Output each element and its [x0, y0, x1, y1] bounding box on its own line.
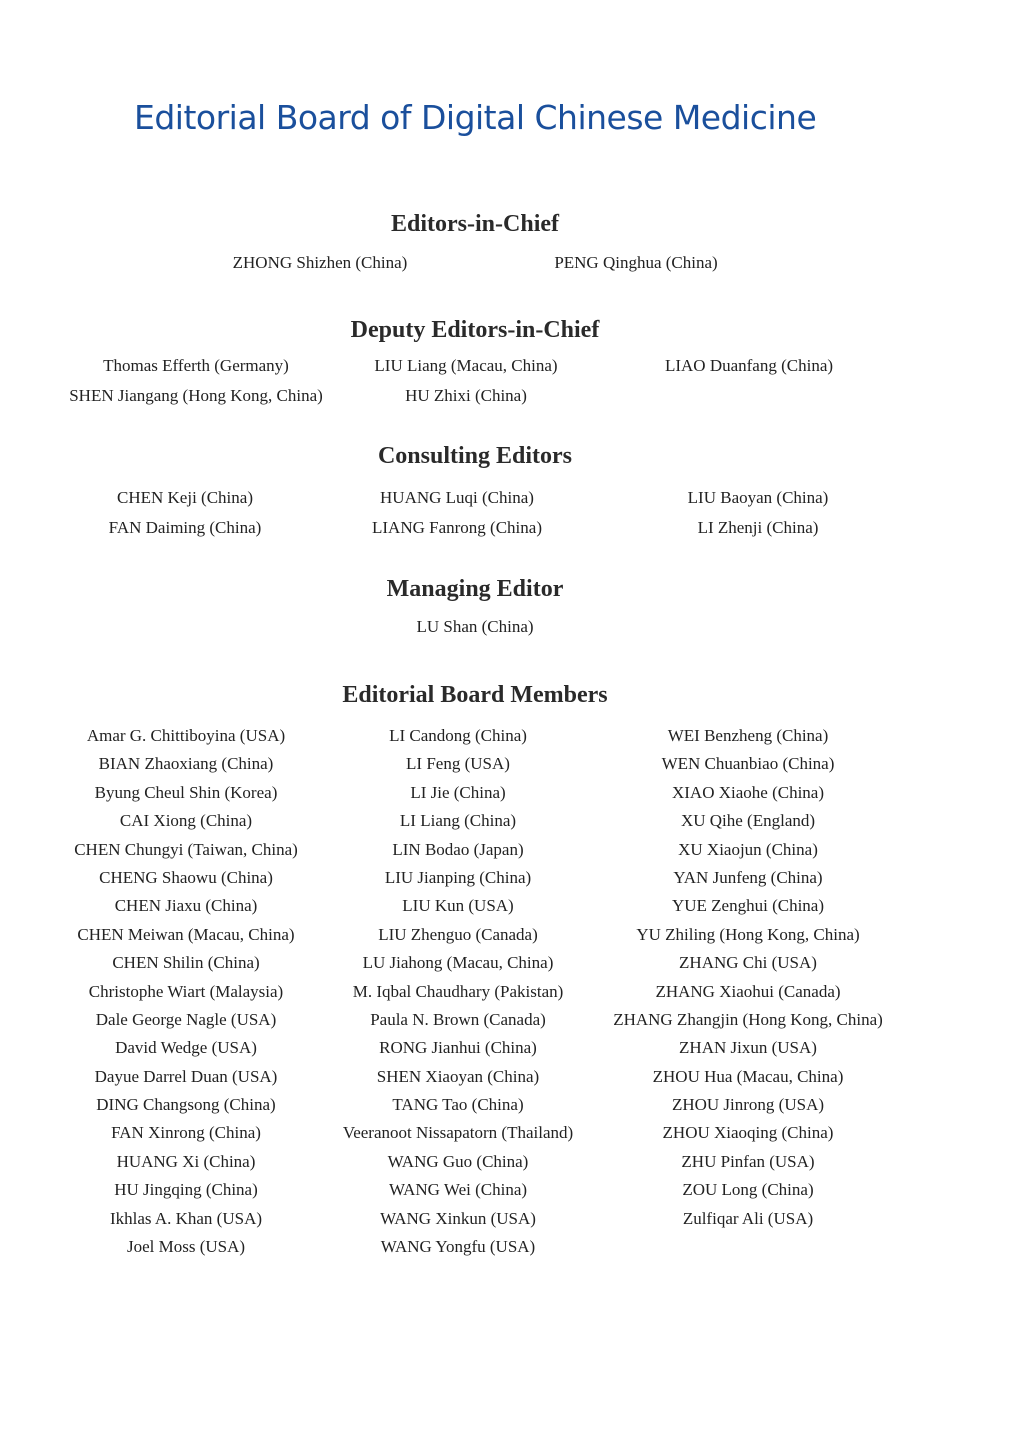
board-member-name: ZHU Pinfan (USA): [681, 1151, 815, 1171]
board-member-name: WANG Guo (China): [387, 1151, 529, 1171]
board-member-name: ZHANG Chi (USA): [679, 953, 817, 973]
board-member-name: CHENG Shaowu (China): [99, 867, 273, 887]
board-member-name: CHEN Shilin (China): [112, 953, 260, 973]
board-member-name: WANG Xinkun (USA): [380, 1208, 536, 1228]
board-member-name: XU Xiaojun (China): [678, 839, 818, 859]
managing-editor-heading: Managing Editor: [386, 576, 564, 602]
board-member-name: Amar G. Chittiboyina (USA): [86, 726, 286, 745]
consulting-editor-name: HUANG Luqi (China): [380, 488, 534, 507]
board-members-heading: Editorial Board Members: [342, 682, 608, 708]
board-member-name: CHEN Chungyi (Taiwan, China): [74, 839, 298, 859]
board-member-name: ZOU Long (China): [682, 1180, 814, 1200]
board-member-name: LI Jie (China): [410, 782, 506, 802]
deputy-editor-name: LIAO Duanfang (China): [664, 356, 834, 375]
board-member-name: ZHOU Hua (Macau, China): [652, 1066, 844, 1086]
board-member-name: YAN Junfeng (China): [673, 867, 823, 887]
deputy-editor-name: LIU Liang (Macau, China): [374, 356, 558, 375]
managing-editor-name: LU Shan (China): [416, 617, 534, 636]
board-member-name: RONG Jianhui (China): [379, 1038, 537, 1058]
board-member-name: ZHOU Xiaoqing (China): [662, 1123, 834, 1143]
deputy-editors-row-2: [0, 384, 1024, 408]
board-member-name: LU Jiahong (Macau, China): [362, 953, 554, 973]
board-member-name: LIU Zhenguo (Canada): [378, 924, 538, 944]
board-member-name: CAI Xiong (China): [119, 811, 253, 831]
editor-in-chief-name: PENG Qinghua (China): [554, 253, 718, 272]
board-member-name: LI Liang (China): [399, 811, 517, 831]
board-member-name: WANG Wei (China): [388, 1180, 528, 1200]
board-member-name: Byung Cheul Shin (Korea): [94, 782, 278, 802]
consulting-editor-name: LI Zhenji (China): [697, 518, 819, 537]
board-member-name: Dale George Nagle (USA): [95, 1009, 277, 1029]
board-member-name: LIU Kun (USA): [402, 896, 514, 916]
board-member-name: SHEN Xiaoyan (China): [376, 1066, 540, 1086]
board-member-name: Christophe Wiart (Malaysia): [88, 981, 284, 1001]
board-member-name: HU Jingqing (China): [114, 1180, 258, 1200]
deputy-editors-heading: Deputy Editors-in-Chief: [350, 317, 600, 343]
board-member-name: DING Changsong (China): [96, 1095, 276, 1115]
board-member-name: LIN Bodao (Japan): [392, 839, 524, 859]
consulting-editor-name: LIU Baoyan (China): [687, 488, 829, 507]
board-member-name: LIU Jianping (China): [384, 867, 532, 887]
board-member-name: LI Candong (China): [389, 726, 527, 745]
board-member-name: WEI Benzheng (China): [667, 726, 829, 745]
consulting-editor-name: FAN Daiming (China): [108, 518, 262, 537]
board-member-name: WANG Yongfu (USA): [380, 1237, 536, 1257]
board-member-name: Zulfiqar Ali (USA): [682, 1208, 814, 1228]
editors-in-chief-heading: Editors-in-Chief: [391, 211, 559, 237]
board-member-name: FAN Xinrong (China): [111, 1123, 261, 1143]
consulting-editor-name: LIANG Fanrong (China): [372, 518, 542, 537]
board-member-name: XU Qihe (England): [680, 811, 816, 831]
editors-in-chief-row: [0, 251, 1024, 275]
board-member-name: Dayue Darrel Duan (USA): [94, 1066, 278, 1086]
board-member-name: Joel Moss (USA): [126, 1237, 246, 1257]
board-member-name: Paula N. Brown (Canada): [370, 1009, 546, 1029]
board-member-name: ZHANG Zhangjin (Hong Kong, China): [613, 1009, 883, 1029]
page-title: Editorial Board of Digital Chinese Medicine: [134, 98, 817, 137]
consulting-editors-heading: Consulting Editors: [377, 443, 573, 469]
board-member-name: Veeranoot Nissapatorn (Thailand): [342, 1123, 574, 1143]
board-member-name: CHEN Meiwan (Macau, China): [77, 924, 295, 944]
board-members-column-3: [588, 724, 908, 1235]
board-member-name: David Wedge (USA): [115, 1038, 257, 1058]
consulting-editors-row-2: [0, 516, 1024, 540]
board-member-name: Ikhlas A. Khan (USA): [109, 1208, 263, 1228]
board-member-name: M. Iqbal Chaudhary (Pakistan): [352, 981, 564, 1001]
board-member-name: XIAO Xiaohe (China): [671, 782, 824, 802]
board-member-name: CHEN Jiaxu (China): [114, 896, 258, 916]
deputy-editor-name: HU Zhixi (China): [405, 386, 527, 405]
deputy-editor-name: SHEN Jiangang (Hong Kong, China): [69, 386, 323, 405]
editor-in-chief-name: ZHONG Shizhen (China): [232, 253, 408, 272]
board-member-name: ZHAN Jixun (USA): [679, 1038, 817, 1058]
board-member-name: BIAN Zhaoxiang (China): [98, 754, 274, 774]
board-member-name: ZHOU Jinrong (USA): [671, 1095, 825, 1115]
board-member-name: WEN Chuanbiao (China): [661, 754, 835, 774]
board-members-column-2: [298, 724, 618, 1263]
board-member-name: TANG Tao (China): [392, 1095, 524, 1115]
managing-editor-row: [0, 615, 1024, 639]
board-member-name: YU Zhiling (Hong Kong, China): [636, 924, 860, 944]
board-member-name: HUANG Xi (China): [116, 1151, 256, 1171]
consulting-editor-name: CHEN Keji (China): [117, 488, 253, 507]
board-member-name: YUE Zenghui (China): [671, 896, 825, 916]
consulting-editors-row-1: [0, 486, 1024, 510]
board-member-name: ZHANG Xiaohui (Canada): [655, 981, 841, 1001]
deputy-editors-row-1: [0, 354, 1024, 378]
board-member-name: LI Feng (USA): [406, 754, 510, 774]
deputy-editor-name: Thomas Efferth (Germany): [103, 356, 289, 375]
